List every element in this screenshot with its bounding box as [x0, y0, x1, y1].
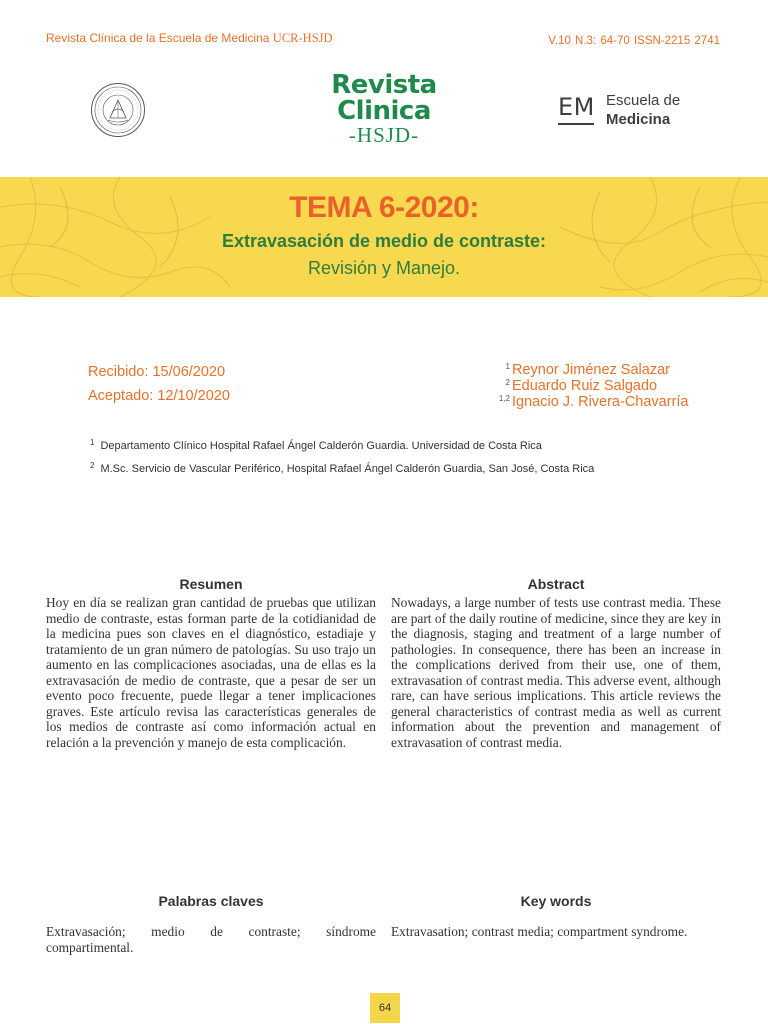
author-name: Ignacio J. Rivera-Chavarría: [512, 394, 689, 410]
author-row: [490, 362, 689, 378]
affiliation-1: [90, 438, 542, 452]
page-number: 64: [370, 993, 400, 1023]
abstract-body: Nowadays, a large number of tests use contrast media. These are part of the daily routine of medicine, since they are key in the diagnosis, staging and treatment of a large number of pathologies. In consequence, there has been an increase in the complications derived from their use, one of them, extravasation of contrast media. This adverse event, although rare, can have serious implications. This article reviews the general characteristics of contrast media as well as current information about the prevention and management of extravasation of contrast media.: [391, 595, 721, 750]
university-seal-icon: [90, 82, 146, 138]
accepted-date: Aceptado: 12/10/2020: [88, 388, 230, 404]
author-affiliation-mark: 2: [505, 378, 510, 387]
logo-line-clinica: Clinica: [337, 96, 431, 126]
keywords-body: Extravasation; contrast media; compartment syndrome.: [391, 924, 688, 939]
em-logo-line2: Medicina: [606, 111, 671, 128]
affiliation-mark: 2: [90, 461, 95, 470]
author-affiliation-mark: 1,2: [498, 394, 510, 403]
author-list: [490, 362, 689, 410]
author-name: Eduardo Ruiz Salgado: [512, 378, 658, 394]
author-name: Reynor Jiménez Salazar: [512, 362, 670, 378]
author-affiliation-mark: 1: [505, 362, 510, 371]
article-title: Extravasación de medio de contraste:: [221, 231, 547, 251]
affiliation-text: M.Sc. Servicio de Vascular Periférico, Hospital Rafael Ángel Calderón Guardia, San José, Costa Rica: [100, 463, 595, 475]
em-logo-underline: [558, 123, 594, 125]
palabras-claves-heading: Palabras claves: [158, 893, 264, 909]
affiliation-text: Departamento Clínico Hospital Rafael Ángel Calderón Guardia. Universidad de Costa Rica: [100, 440, 542, 452]
abstract-heading: Abstract: [527, 576, 585, 592]
logo-line-hsjd: -HSJD-: [348, 123, 420, 147]
author-row: [490, 394, 689, 410]
received-date: Recibido: 15/06/2020: [88, 364, 226, 380]
palabras-claves-body: Extravasación; medio de contraste; síndrome compartimental.: [46, 924, 376, 955]
journal-name: Revista Clínica de la Escuela de Medicina: [46, 31, 270, 45]
em-logo-line1: Escuela de: [606, 92, 681, 109]
logo-line-revista: Revista: [331, 70, 437, 100]
article-theme-title: TEMA 6-2020:: [289, 191, 479, 224]
affiliation-mark: 1: [90, 438, 95, 447]
resumen-heading: Resumen: [179, 576, 243, 592]
volume-info: V.10 N.3: 64-70 ISSN-2215 2741: [548, 35, 720, 47]
keywords-heading: Key words: [520, 893, 592, 909]
submission-dates: [88, 360, 230, 408]
journal-header: [46, 31, 333, 46]
resumen-body: Hoy en día se realizan gran cantidad de pruebas que utilizan medio de contraste, estas forman parte de la cotidianidad de la medicina pues son claves en el diagnóstico, estadiaje y tratamiento de un gran número de patologías. Su uso trajo un aumento en las complicaciones asociadas, una de ellas es la extravasación de medio de contraste, que a pesar de ser un evento poco frecuente, puede llegar a tener implicaciones graves. Este artículo revisa las características generales de los medios de contraste así como información actual en relación a la prevención y manejo de esta complicación.: [46, 595, 376, 750]
affiliation-2: [90, 461, 594, 475]
revista-clinica-logo: [310, 72, 458, 146]
journal-name-tail: UCR-HSJD: [272, 31, 333, 45]
author-row: [490, 378, 689, 394]
em-logo-text: [606, 91, 680, 129]
em-logo-mark: EM: [558, 93, 595, 121]
article-subtitle: Revisión y Manejo.: [307, 258, 461, 278]
